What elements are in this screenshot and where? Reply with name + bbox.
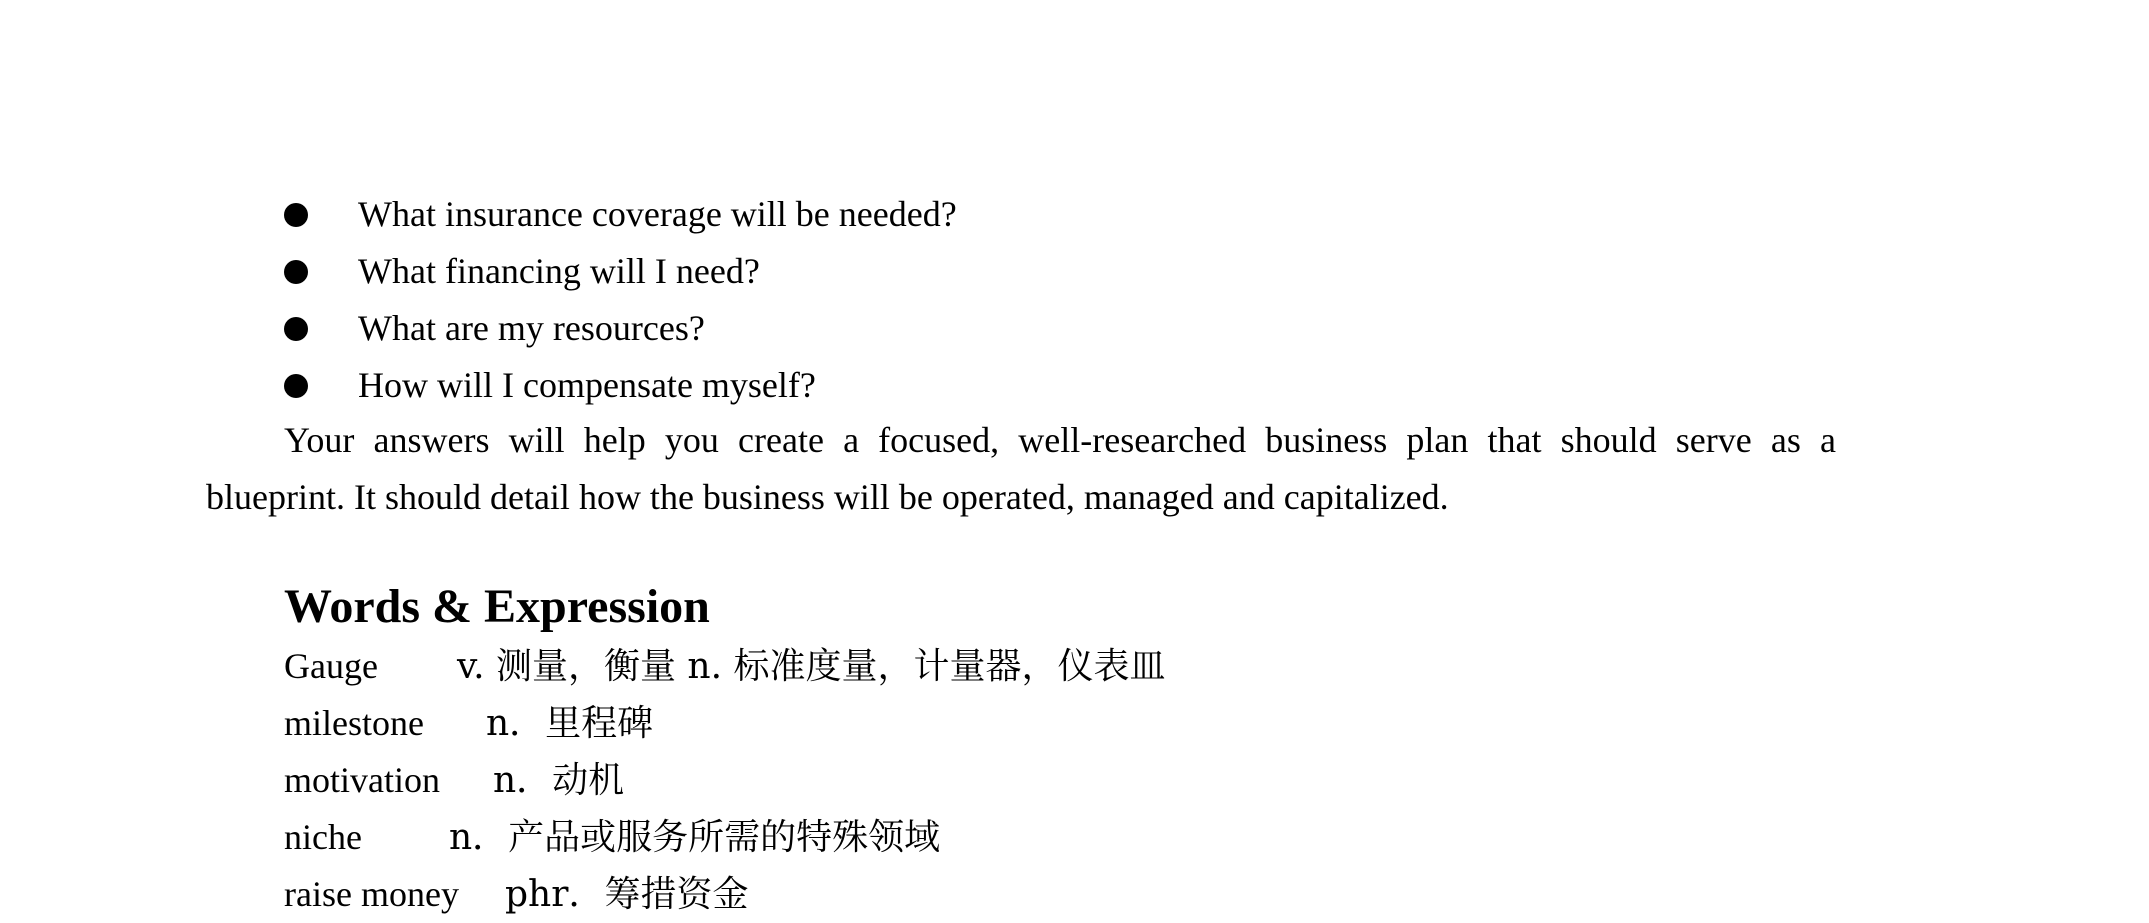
vocabulary-word: Gauge: [284, 646, 378, 686]
bullet-icon: [284, 317, 308, 341]
bullet-icon: [284, 260, 308, 284]
vocabulary-word: niche: [284, 817, 362, 857]
bullet-icon: [284, 203, 308, 227]
vocabulary-definition: n．产品或服务所需的特殊领域: [449, 817, 941, 858]
body-paragraph: [206, 412, 1836, 526]
vocabulary-entry: [284, 638, 1684, 695]
list-item: [284, 243, 1984, 300]
paragraph-line: blueprint. It should detail how the business will be operated, managed and capitalized.: [206, 477, 1449, 517]
bullet-text: What financing will I need?: [358, 251, 760, 291]
vocabulary-definition: n．动机: [493, 760, 625, 801]
vocabulary-definition: n．里程碑: [486, 703, 654, 744]
bullet-icon: [284, 374, 308, 398]
vocabulary-word: milestone: [284, 703, 424, 743]
bullet-text: What insurance coverage will be needed?: [358, 194, 957, 234]
vocabulary-word: raise money: [284, 874, 459, 914]
vocabulary-entry: [284, 866, 1684, 923]
vocabulary-list: [284, 638, 1684, 923]
vocabulary-definition: phr．筹措资金: [505, 874, 749, 915]
bullet-text: How will I compensate myself?: [358, 365, 816, 405]
vocabulary-entry: [284, 695, 1684, 752]
vocabulary-entry: [284, 752, 1684, 809]
bullet-list: [284, 186, 1984, 414]
list-item: [284, 357, 1984, 414]
vocabulary-entry: [284, 809, 1684, 866]
vocabulary-definition: v. 测量，衡量 n. 标准度量，计量器，仪表皿: [457, 646, 1166, 687]
bullet-text: What are my resources?: [358, 308, 705, 348]
vocabulary-word: motivation: [284, 760, 440, 800]
section-heading: Words & Expression: [284, 580, 710, 633]
list-item: [284, 300, 1984, 357]
list-item: [284, 186, 1984, 243]
paragraph-line: Your answers will help you create a focused, well-researched business plan that should serve as a: [284, 420, 1836, 460]
